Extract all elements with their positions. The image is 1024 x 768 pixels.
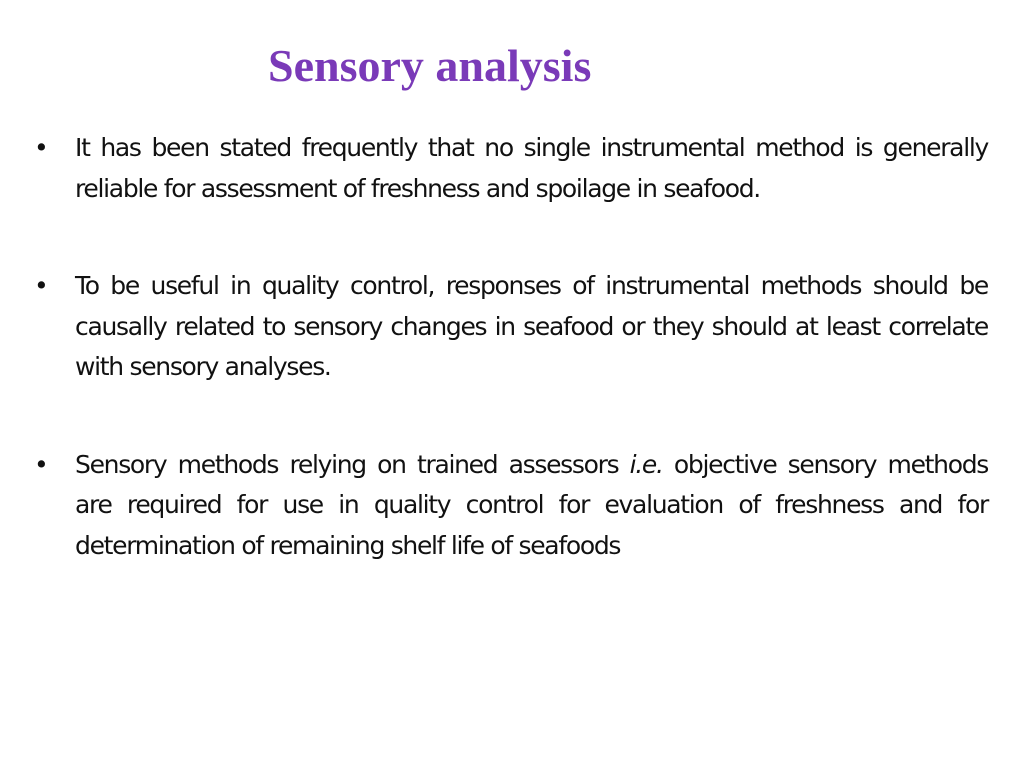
bullet-text-3-italic: i.e. [629,449,663,479]
bullet-item-2 [34,266,988,388]
bullet-text-3-after: objective sensory methods are required for use in quality control for evaluation of freshness and for determination of remaining shelf life of seafoods [75,449,988,560]
slide-title: Sensory analysis [268,40,592,91]
bullet-dot-icon: • [34,271,48,300]
bullet-text-3-before: Sensory methods relying on trained assessors [75,449,630,479]
bullet-item-3 [34,445,988,567]
bullet-dot-icon: • [34,449,48,479]
bullet-text-1: It has been stated frequently that no single instrumental method is generally reliable for assessment of freshness and spoilage in seafood. [75,133,988,203]
bullet-item-1 [34,128,988,209]
bullet-dot-icon: • [34,133,48,162]
bullet-list [34,128,988,566]
bullet-text-2: To be useful in quality control, responses of instrumental methods should be causally related to sensory changes in seafood or they should at least correlate with sensory analyses. [75,271,988,381]
